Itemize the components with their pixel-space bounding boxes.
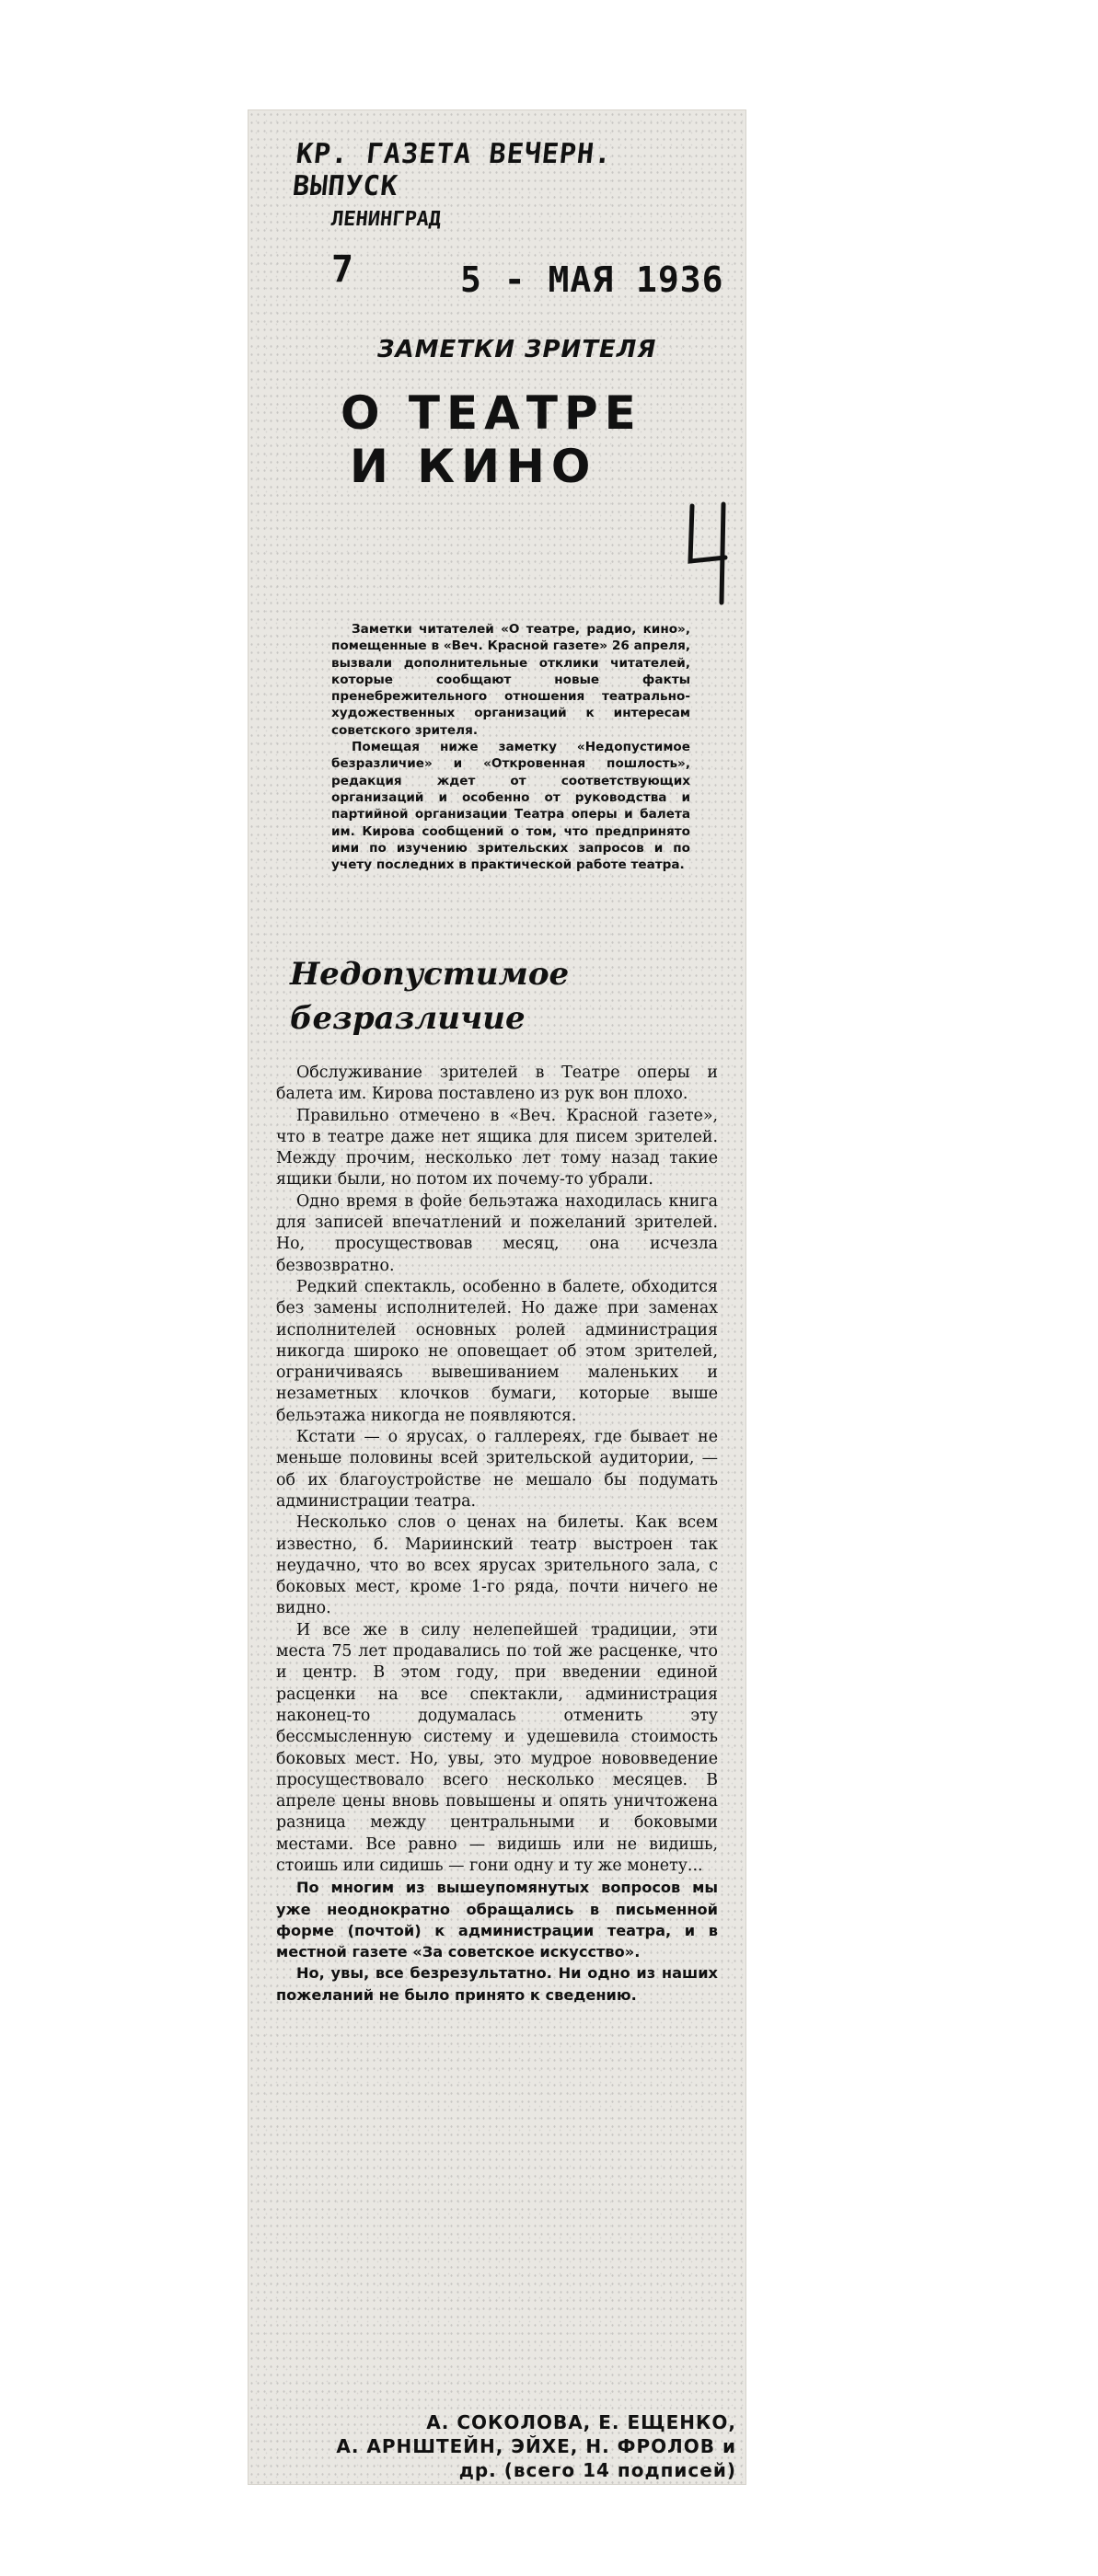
article-paragraph: И все же в силу нелепейшей традиции, эти места 75 лет продавались по той же расценке, что и центр. В этом году, при введении единой расценки на все спектакли, администрация наконец-то додумалась отменить эту бессмысленную систему и удешевила стоимость боковых мест. Но, увы, это мудрое нововведение просуществовало всего несколько месяцев. В апреле цены вновь повышены и опять уничтожена разница между центральными и боковыми местами. Все равно — видишь или не видишь, стоишь или сидишь — гони одну и ту же монету... — [276, 1620, 718, 1875]
editorial-lead — [331, 621, 690, 873]
signature-block — [313, 2410, 736, 2482]
lead-paragraph: Заметки читателей «О театре, радио, кино», помещенные в «Веч. Красной газете» 26 апреля, вызвали дополнительные отклики читателей, которые сообщают новые факты пренебрежительного отношения театрально-художественных организаций к интересам советского зрителя. — [331, 622, 690, 738]
handwritten-mark-icon — [681, 497, 736, 607]
article-paragraph: Кстати — о ярусах, о галлереях, где бывает не меньше половины всей зрительской аудитории, — об их благоустройстве не мешало бы подумать администрации театра. — [276, 1428, 718, 1511]
rubric: ЗАМЕТКИ ЗРИТЕЛЯ — [377, 336, 657, 363]
newspaper-clipping — [248, 110, 745, 2484]
headline-line-2: И КИНО — [350, 440, 597, 493]
headline-line-1: О ТЕАТРЕ — [341, 386, 642, 440]
stamp-city: ЛЕНИНГРАД — [329, 208, 443, 231]
signature-line-1: А. СОКОЛОВА, Е. ЕЩЕНКО, — [426, 2411, 736, 2433]
article-paragraph: Правильно отмечено в «Веч. Красной газете», что в театре даже нет ящика для писем зрителей. Между прочим, несколько лет тому назад такие ящики были, но потом их почему-то убрали. — [276, 1106, 718, 1190]
subhead-line-1: Недопустимое — [290, 956, 570, 993]
article-paragraph: Обслуживание зрителей в Театре оперы и балета им. Кирова поставлено из рук вон плохо. — [276, 1064, 718, 1104]
archive-stamp — [267, 138, 727, 300]
article-subhead — [290, 952, 569, 1041]
article-paragraph: Одно время в фойе бельэтажа находилась книга для записей впечатлений и пожеланий зрителей. Но, просуществовав месяц, она исчезла безвозвратно. — [276, 1191, 718, 1275]
signature-line-2: А. АРНШТЕЙН, ЭЙХЕ, Н. ФРОЛОВ и др. (всего 14 подписей) — [336, 2435, 736, 2481]
article-paragraph: По многим из вышеупомянутых вопросов мы уже неоднократно обращались в письменной форме (почтой) к администрации театра, и в местной газете «За советское искусство». — [276, 1879, 718, 1961]
stamp-date: 5 - МАЯ 1936 — [460, 259, 724, 300]
article-paragraph: Но, увы, все безрезультатно. Ни одно из наших пожеланий не было принято к сведению. — [276, 1964, 718, 2004]
article-body — [276, 1063, 718, 2006]
headline — [341, 386, 642, 493]
article-paragraph: Редкий спектакль, особенно в балете, обходится без замены исполнителей. Но даже при заменах исполнителей основных ролей администрация никогда широко не оповещает об этом зрителей, ограничиваясь вывешиванием маленьких и незаметных клочков бумаги, которые выше бельэтажа никогда не появляются. — [276, 1277, 718, 1425]
stamp-newspaper: КР. ГАЗЕТА ВЕЧЕРН. ВЫПУСК — [291, 138, 614, 202]
lead-paragraph: Помещая ниже заметку «Недопустимое безразличие» и «Откровенная пошлость», редакция ждет от соответствующих организаций и особенно от руководства и партийной организации Театра оперы и балета им. Кирова сообщений о том, что предпринято ими по изучению зрительских запросов и по учету последних в практической работе театра. — [331, 740, 690, 873]
stamp-issue-number: 7 — [331, 248, 354, 291]
subhead-line-2: безразличие — [290, 1000, 526, 1037]
article-paragraph: Несколько слов о ценах на билеты. Как всем известно, б. Мариинский театр выстроен так неудачно, что во всех ярусах зрительного зала, с боковых мест, кроме 1-го ряда, почти ничего не видно. — [276, 1513, 718, 1618]
